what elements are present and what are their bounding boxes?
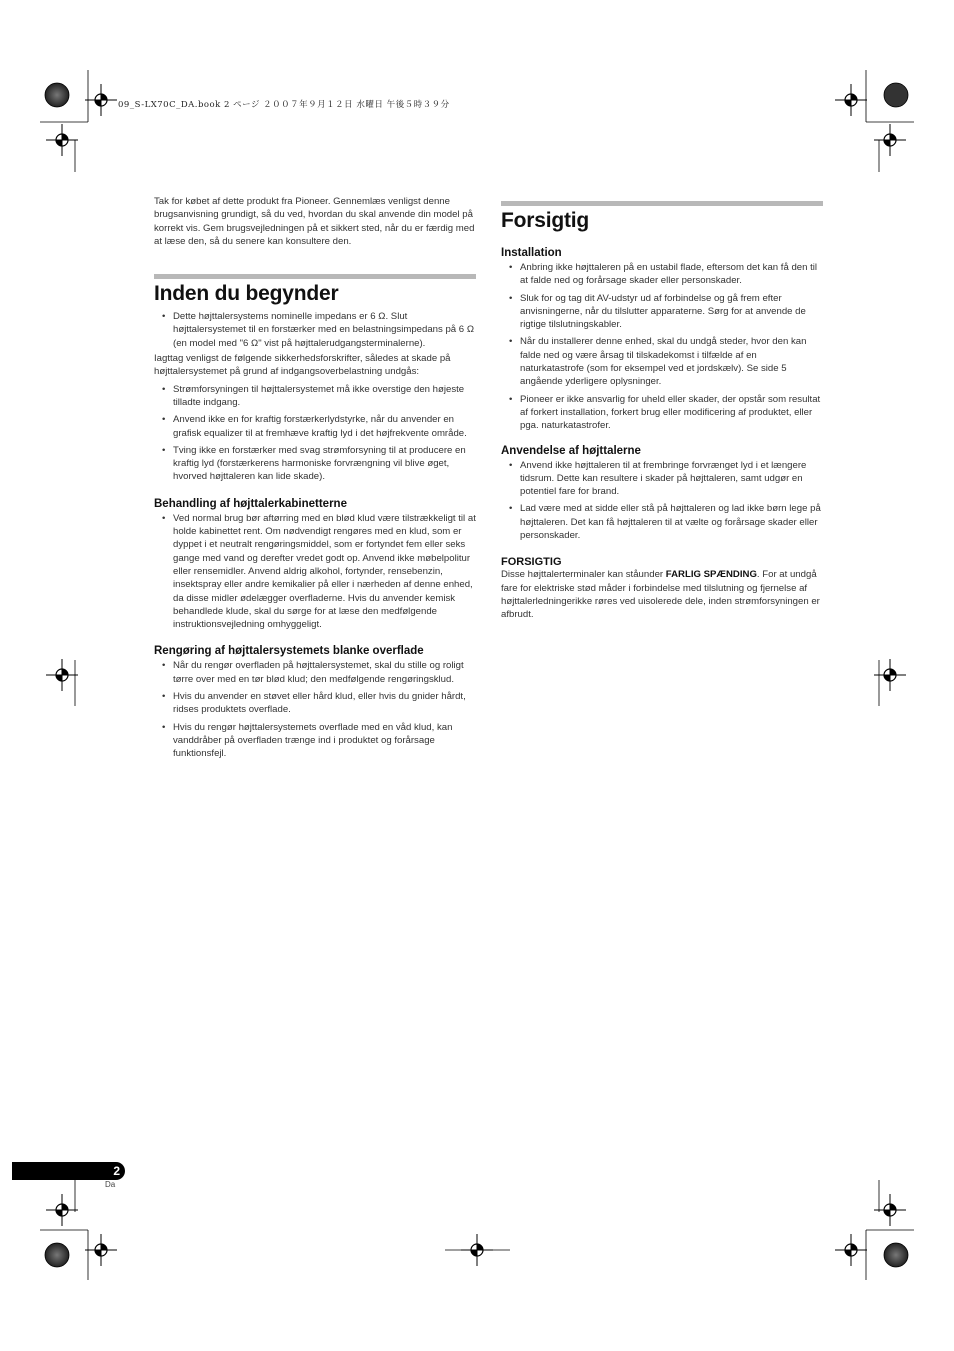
list-item: • Hvis du anvender en støvet eller hård klud, eller hvis du gnider hårdt, ridses produktets overflade. [154,690,476,717]
list-item: • Når du installerer denne enhed, skal du undgå steder, hvor den kan falde ned og være årsag til tilskadekomst i tilfælde af en naturkatastrofe (som for eksempel ved et jordskælv). Se side 5 angående yderligere oplysninger. [501,335,823,388]
bullet-list-safety [154,383,476,484]
section-title-inden: Inden du begynder [154,282,339,306]
subheading-installation: Installation [501,247,562,259]
corner-mark-top-right [835,70,914,172]
page-number: 2 [113,1164,120,1178]
section-rule [501,201,823,206]
page-language: Da [105,1180,116,1189]
caution-box [501,556,823,621]
bullet-list-impedance [154,310,476,350]
bullet-list-usage [501,459,823,543]
list-item: • Hvis du rengør højttalersystemets overflade med en våd klud, kan vanddråber på overfladen trænge ind i produktet og forårsage funktionsfejl. [154,721,476,761]
list-item: • Sluk for og tag dit AV-udstyr ud af forbindelse og gå frem efter anvisningerne, når du tilslutter apparaterne. Sørg for at anvende de rigtige tilslutningskabler. [501,292,823,332]
bullet-list-cabinet [154,512,476,632]
left-column [154,195,476,765]
list-item: • Anbring ikke højttaleren på en ustabil flade, eftersom det kan få den til at falde ned og forårsage skader eller personskader. [501,261,823,288]
list-item: • Pioneer er ikke ansvarlig for uheld eller skader, der opstår som resultat af forkert installation, forkert brug eller modificering af produktet, eller pga. naturkatastrofer. [501,393,823,433]
safety-paragraph: Iagttag venligst de følgende sikkerhedsforskrifter, således at skade på højttalersystemet på grund af indgangsoverbelastning undgås: [154,353,451,378]
subheading-usage: Anvendelse af højttalerne [501,444,641,457]
list-item: • Ved normal brug bør aftørring med en blød klud være tilstrækkeligt til at holde kabinettet rent. Om nødvendigt rengøres med en klud, som er dyppet i et neutralt rengøringsmiddel, som er fortyndet fem eller seks gange med vand og derefter vredet godt op. Anvend ikke møbelpolitur eller rensemidler. Anvend aldrig alkohol, fortynder, rensebenzin, insektspray eller andre kemikalier på eller i nærheden af denne enhed, da disse midler ødelægger overfladerne. Hvis du anvender kemisk behandlede klude, skal du sørge for at læse den medfølgende instruktionsvejledning omhyggeligt. [154,512,476,632]
section-title-forsigtig: Forsigtig [501,209,590,232]
list-item: • Anvend ikke højttaleren til at frembringe forvrænget lyd i et længere tidsrum. Dette kan resultere i skader på højttaleren, samt udgør en potentiel fare for brand. [501,459,823,499]
caution-text [501,568,823,621]
corner-mark-top-left [40,70,117,172]
section-rule [154,274,476,279]
right-column [501,201,823,622]
caution-label: FORSIGTIG [501,556,562,569]
list-item: • Lad være med at sidde eller stå på højttaleren og lad ikke børn lege på højttaleren. Det kan få højttaleren til at vælte og forårsage skader eller personskader. [501,502,823,542]
bullet-list-installation [501,261,823,433]
caution-text-start: Disse højttalerterminaler kan ståunder [501,569,666,581]
bullet-list-surface [154,659,476,760]
list-item: • Når du rengør overfladen på højttalersystemet, skal du stille og roligt tørre over med en tør blød klud; den medfølgende rengøringsklud. [154,659,476,686]
print-header-line: 09_S-LX70C_DA.book 2 ページ ２００７年９月１２日 水曜日 午後５時３９分 [118,100,450,110]
caution-text-end: . For at undgå fare for elektriske stød måder i forbindelse med tilslutning og fjernelse af højttalerledningerikke røres ved uisolerede dele, inden strømforsyningen er afbrudt. [501,569,820,621]
list-item: • Anvend ikke en for kraftig forstærkerlydstyrke, når du anvender en grafisk equalizer til at fremhæve kraftig lyd i det højfrekvente område. [154,413,476,440]
caution-emphasis: FARLIG SPÆNDING [665,569,757,581]
list-item: • Strømforsyningen til højttalersystemet må ikke overstige den højeste tilladte indgang. [154,383,476,410]
subheading-surface: Rengøring af højttalersystemets blanke overflade [154,645,424,658]
corner-mark-bottom-left [40,1180,117,1280]
list-item: • Dette højttalersystems nominelle impedans er 6 Ω. Slut højttalersystemet til en forstærker med en belastningsimpedans på 6 Ω (en model med "6 Ω" vist på højttalerudgangsterminalerne). [154,310,476,350]
corner-mark-bottom-right [835,1180,914,1280]
subheading-cabinet: Behandling af højttalerkabinetterne [154,497,347,510]
side-mark-left [46,659,78,691]
intro-paragraph: Tak for købet af dette produkt fra Pioneer. Gennemlæs venligst denne brugsanvisning grundigt, så du ved, hvordan du skal anvende din model på korrekt vis. Gem brugsvejledningen på et sikkert sted, når du er færdig med at læse den, så du senere kan konsultere den. [154,196,475,247]
list-item: • Tving ikke en forstærker med svag strømforsyning til at producere en kraftig lyd (forstærkerens harmoniske forvrængning vil blive øget, hvorved højttaleren kan lide skade). [154,444,476,484]
